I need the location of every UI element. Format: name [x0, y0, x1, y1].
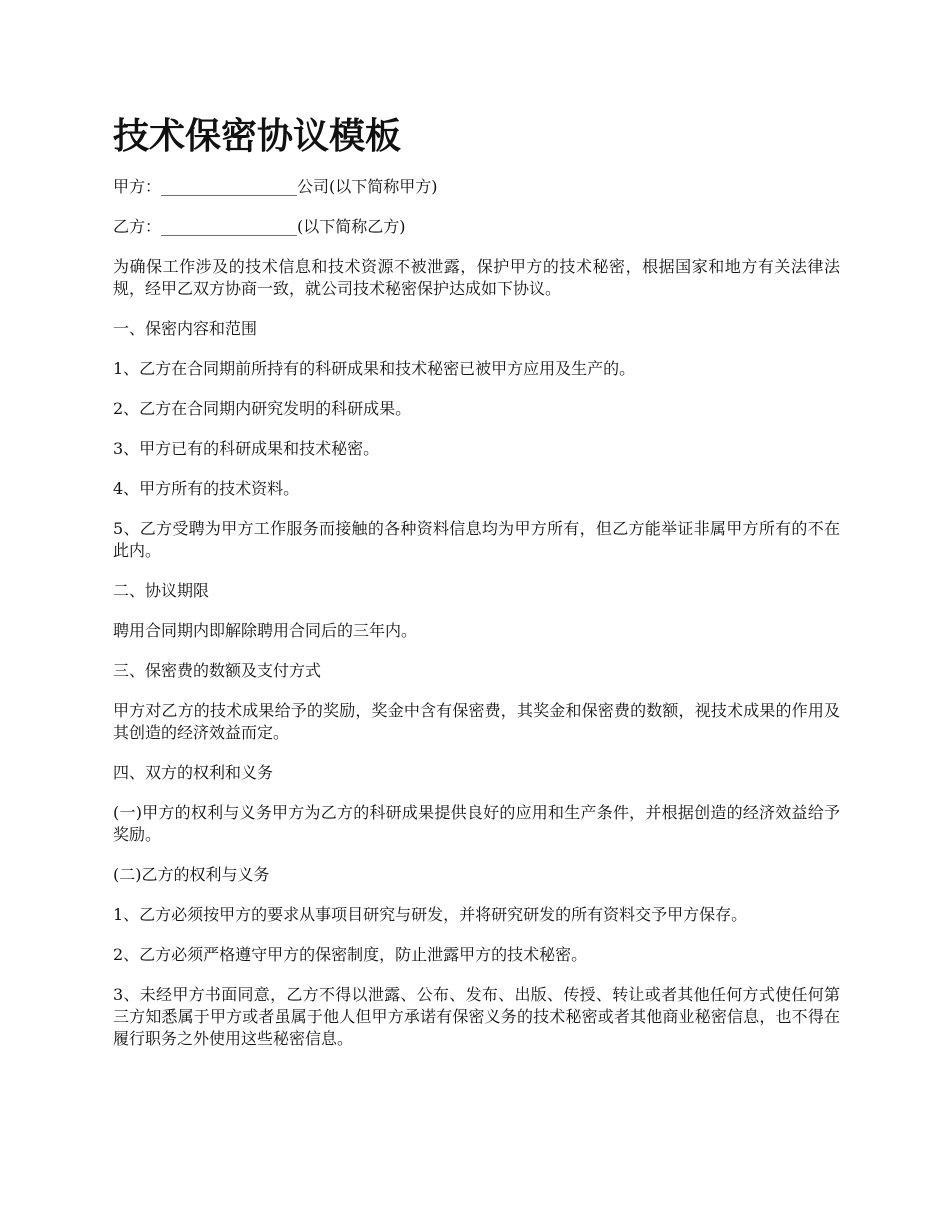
- section-heading-2: 二、协议期限: [113, 581, 210, 600]
- clause-paragraph: 1、乙方在合同期前所持有的科研成果和技术秘密已被甲方应用及生产的。: [113, 359, 636, 378]
- party-a-line: 甲方：_________________公司(以下简称甲方): [113, 177, 438, 196]
- clause-paragraph: 5、乙方受聘为甲方工作服务而接触的各种资料信息均为甲方所有，但乙方能举证非属甲方所有的不在此内。: [113, 519, 840, 560]
- clause-paragraph: (一)甲方的权利与义务甲方为乙方的科研成果提供良好的应用和生产条件，并根据创造的经济效益给予奖励。: [113, 803, 840, 844]
- section-heading-1: 一、保密内容和范围: [113, 319, 258, 338]
- section-heading-4: 四、双方的权利和义务: [113, 763, 274, 782]
- clause-paragraph: 2、乙方必须严格遵守甲方的保密制度，防止泄露甲方的技术秘密。: [113, 945, 588, 964]
- clause-paragraph: 3、甲方已有的科研成果和技术秘密。: [113, 439, 380, 458]
- clause-paragraph: 2、乙方在合同期内研究发明的科研成果。: [113, 399, 412, 418]
- clause-paragraph: 1、乙方必须按甲方的要求从事项目研究与研发，并将研究研发的所有资料交予甲方保存。: [113, 905, 748, 924]
- document-title: 技术保密协议模板: [113, 116, 402, 157]
- party-b-line: 乙方：_________________(以下简称乙方): [113, 217, 406, 236]
- clause-paragraph: 3、未经甲方书面同意，乙方不得以泄露、公布、发布、出版、传授、转让或者其他任何方式使任何第三方知悉属于甲方或者虽属于他人但甲方承诺有保密义务的技术秘密或者其他商业秘密信息，也不得在履行职务之外使用这些秘密信息。: [113, 985, 840, 1048]
- document-page: [113, 112, 840, 1068]
- clause-paragraph: 聘用合同期内即解除聘用合同后的三年内。: [113, 621, 418, 640]
- preamble-paragraph: 为确保工作涉及的技术信息和技术资源不被泄露，保护甲方的技术秘密，根据国家和地方有关法律法规，经甲乙双方协商一致，就公司技术秘密保护达成如下协议。: [113, 257, 840, 298]
- clause-paragraph: 甲方对乙方的技术成果给予的奖励，奖金中含有保密费，其奖金和保密费的数额，视技术成果的作用及其创造的经济效益而定。: [113, 701, 840, 742]
- clause-paragraph: 4、甲方所有的技术资料。: [113, 479, 300, 498]
- subsection-heading: (二)乙方的权利与义务: [113, 865, 270, 884]
- section-heading-3: 三、保密费的数额及支付方式: [113, 661, 322, 680]
